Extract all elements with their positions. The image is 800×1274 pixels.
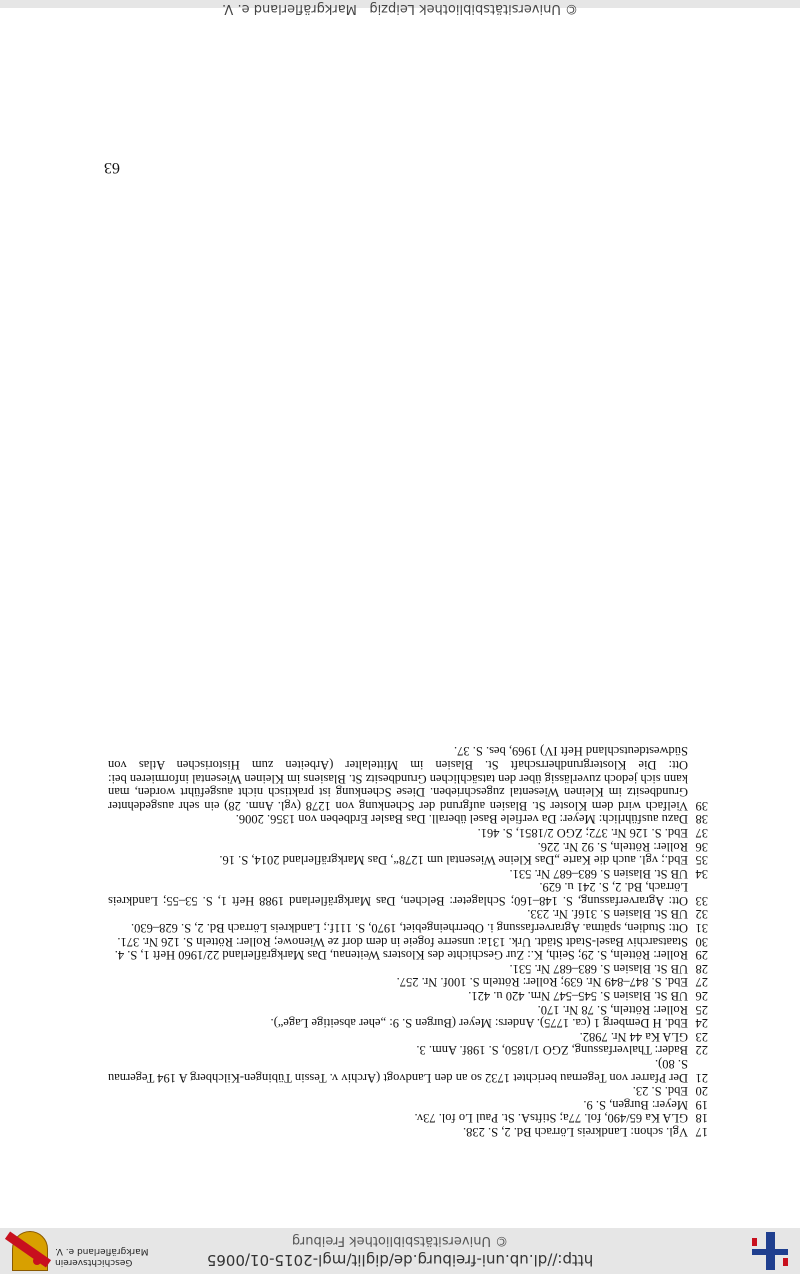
society-crest-icon: [12, 1231, 48, 1271]
footer-copyright: © Universitätsbibliothek Leipzig Markgräflerland e. V.: [221, 1, 579, 16]
footnote: 17 Vgl. schon: Landkreis Lörrach Bd. 2, S. 238.: [463, 1125, 708, 1139]
footnote: 20 Ebd. S. 23.: [632, 1084, 708, 1099]
footnote: 22 Bader: Thalverfassung, ZGO 1/1850, S. 198f. Anm. 3.: [416, 1043, 708, 1058]
page-number: 63: [104, 159, 120, 176]
footnote: 18 GLA Ka 65/490, fol. 77a; StiftsA. St. Paul Lo fol. 73v.: [414, 1111, 708, 1126]
footnote: 39 Vielfach wird dem Kloster St. Blasien aufgrund der Schenkung von 1278 (vgl. Anm. 28) ein sehr ausgedehnter Grundbesitz im Kleinen Wiesental zugeschrieben. Diese Schenkung ist praktisch nicht ausgeführt worden, man kann sich jedoch zuverlässig über den tatsächlichen Grundbesitz St. Blasiens im Kleinen Wiesental informieren bei: Ott: Die Klostergrundherrschaft St. Blasien im Mittelalter (Arbeiten zum Historischen Atlas von Südwestdeutschland Heft IV) 1969, bes. S. 37.: [107, 744, 708, 813]
footnote: 31 Ott: Studien, spätma. Agrarverfassung i. Oberrheingebiet, 1970, S. 111f.; Landkreis Lörrach Bd. 2, S. 628–630.: [131, 921, 708, 936]
footnote: 30 Staatsarchiv Basel-Stadt Städt. Urk. 131a: unserre fogeie in dem dorf ze Wienowe; Roller: Rötteln S. 126 Nr. 371.: [117, 934, 708, 949]
footnote: 38 Dazu ausführlich: Meyer: Da verfiele Basel überall. Das Basler Erdbeben von 1356. 2006.: [235, 812, 708, 827]
footnote: 28 UB St. Blasien S. 683–687 Nr. 531.: [509, 961, 708, 976]
footnote: 25 Roller: Rötteln, S. 78 Nr. 170.: [537, 1002, 708, 1017]
footnote: 21 Der Pfarrer von Tegernau berichtet 1732 so an den Landvogt (Archiv v. Tessin Tübingen-Kilchberg A 194 Tegernau S. 80).: [108, 1057, 708, 1085]
footnote: 35 Ebd.; vgl. auch die Karte „Das Kleine Wiesental um 1278“, Das Markgräflerland 2014, S. 16.: [219, 853, 708, 868]
footnote: 26 UB St. Blasien S. 545–547 Nrn. 420 u. 421.: [468, 989, 708, 1004]
footnote: 29 Roller: Rötteln, S. 29; Seith, K.: Zur Geschichte des Klosters Weitenau, Das Markgräflerland 22/1960 Heft 1, S. 4.: [114, 948, 708, 963]
footnote: 32 UB St. Blasien S. 316f. Nr. 233.: [527, 907, 708, 922]
copyright-notice: © Universitätsbibliothek Freiburg: [291, 1233, 509, 1248]
footnote: 36 Roller: Rötteln, S. 92 Nr. 226.: [537, 839, 708, 854]
footnote: 37 Ebd. S. 126 Nr. 372; ZGO 2/1851, S. 461.: [477, 825, 708, 840]
footnote: 27 Ebd. S. 847–849 Nr. 639; Roller: Rötteln S. 100f. Nr. 257.: [396, 975, 708, 990]
footnotes-list: [108, 744, 708, 1138]
footnote: 24 Ebd. H Demberg 1 (ca. 1775). Anders: Meyer (Burgen S. 9: „eher abseitige Lage“).: [270, 1016, 708, 1031]
society-name: Geschichtsverein Markgräflerland e. V.: [55, 1246, 149, 1267]
footnote: 19 Meyer: Burgen, S. 9.: [583, 1097, 708, 1112]
footnote: 23 GLA Ka 44 Nr. 7982.: [579, 1029, 708, 1044]
viewer-header-bar: [0, 1228, 800, 1274]
viewer-footer-bar: [0, 0, 800, 16]
footnote: 34 UB St. Blasien S. 683–687 Nr. 531.: [509, 866, 708, 881]
source-url[interactable]: http://dl.ub.uni-freiburg.de/diglit/mgl-2015-01/0065: [206, 1251, 594, 1269]
footnote: 33 Ott: Agrarverfassung, S. 148–160; Schlageter: Belchen, Das Markgräflerland 1988 Heft 1, S. 53–55; Landkreis Lörrach, Bd. 2, S. 241 u. 629.: [108, 880, 708, 908]
